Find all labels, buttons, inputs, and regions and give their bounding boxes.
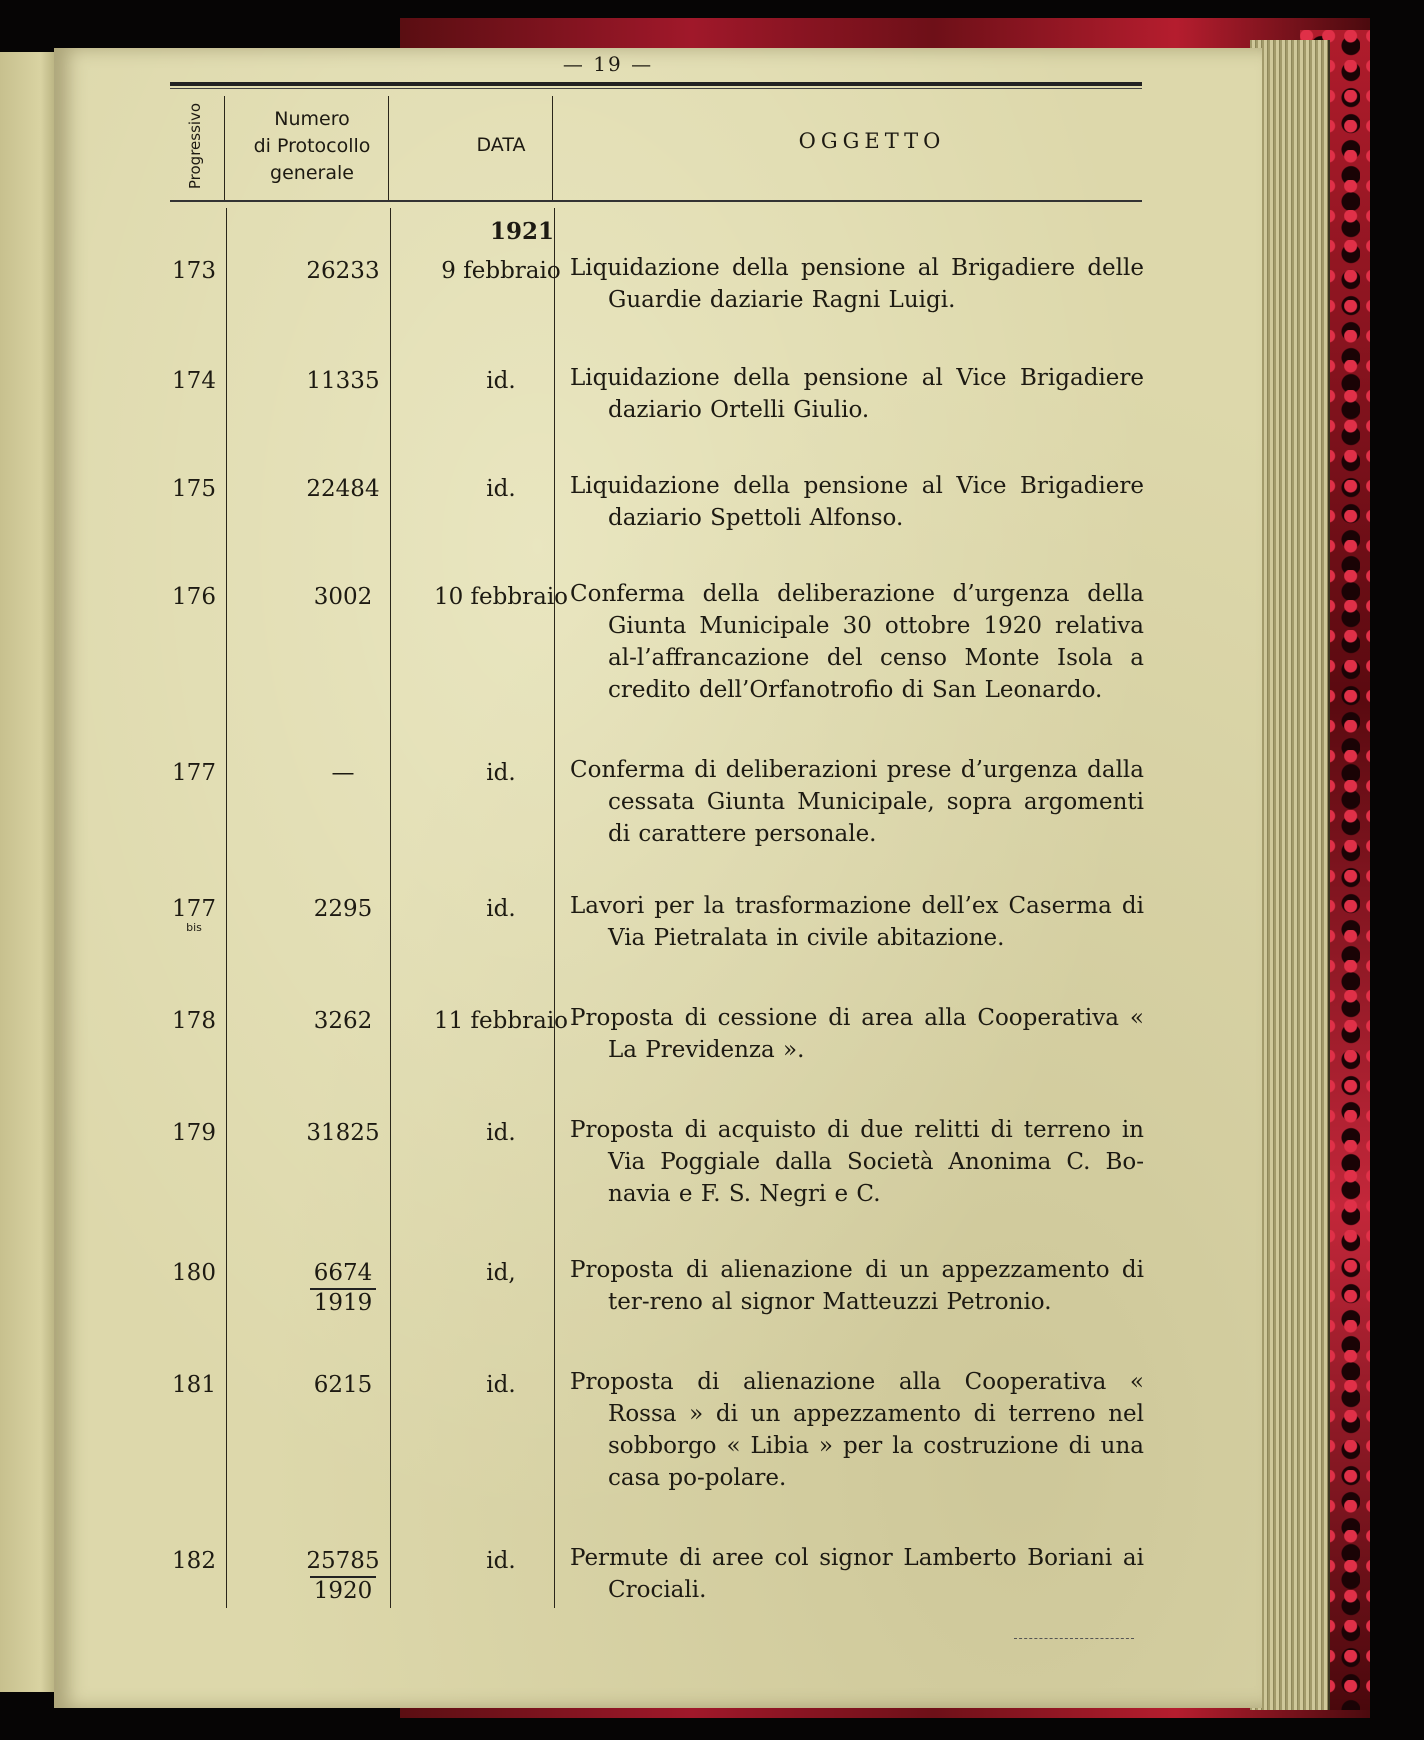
row-protocollo: 26233 bbox=[306, 258, 380, 284]
row-protocollo bbox=[268, 1548, 418, 1604]
row-oggetto: Permute di aree col signor Lamberto Boriani ai Crociali. bbox=[570, 1545, 1144, 1603]
row-progressivo: 175 bbox=[172, 476, 216, 502]
row-data: id. bbox=[486, 368, 516, 394]
row-oggetto: Lavori per la trasformazione dell’ex Caserma di Via Pietralata in civile abitazione. bbox=[570, 893, 1144, 951]
row-oggetto: Liquidazione della pensione al Vice Brigadiere daziario Spettoli Alfonso. bbox=[570, 473, 1144, 531]
table-end-dashes bbox=[1014, 1638, 1134, 1639]
header-top-rule bbox=[170, 82, 1142, 86]
row-progressivo bbox=[162, 896, 226, 934]
column-divider bbox=[224, 96, 225, 200]
column-divider bbox=[388, 96, 389, 200]
row-protocollo: 3002 bbox=[313, 584, 373, 610]
register-page bbox=[54, 48, 1262, 1708]
row-oggetto: Proposta di alienazione alla Cooperativa « Rossa » di un appezzamento di terreno nel sobborgo « Libia » per la costruzione di una casa po-polare. bbox=[570, 1369, 1144, 1491]
page-number: — 19 — bbox=[562, 52, 654, 76]
column-divider bbox=[552, 96, 553, 200]
row-protocollo: 3262 bbox=[313, 1008, 373, 1034]
facing-page-edge bbox=[0, 52, 58, 1692]
header-top-rule-thin bbox=[170, 88, 1142, 89]
row-progressivo: 174 bbox=[172, 368, 216, 394]
row-data: 9 febbraio bbox=[441, 258, 561, 284]
row-data: id. bbox=[486, 1120, 516, 1146]
row-data: id, bbox=[486, 1260, 516, 1286]
row-progressivo-bis: bis bbox=[186, 921, 202, 934]
row-oggetto: Conferma della deliberazione d’urgenza della Giunta Municipale 30 ottobre 1920 relativa al-l’affrancazione del censo Monte Isola a credito dell’Orfanotrofio di San Leonardo. bbox=[570, 581, 1144, 703]
row-progressivo: 179 bbox=[172, 1120, 216, 1146]
row-oggetto: Liquidazione della pensione al Brigadiere delle Guardie daziarie Ragni Luigi. bbox=[570, 255, 1144, 313]
header-data: DATA bbox=[476, 134, 526, 156]
row-data: id. bbox=[486, 760, 516, 786]
row-protocollo: 22484 bbox=[306, 476, 380, 502]
row-progressivo: 173 bbox=[172, 258, 216, 284]
year-heading: 1921 bbox=[489, 218, 554, 245]
row-protocollo: 11335 bbox=[306, 368, 380, 394]
row-protocollo: 31825 bbox=[306, 1120, 380, 1146]
row-progressivo: 177 bbox=[172, 760, 216, 786]
row-protocollo bbox=[268, 1260, 418, 1316]
header-numero-line3: generale bbox=[270, 162, 354, 184]
row-data: id. bbox=[486, 1548, 516, 1574]
header-numero-line2: di Protocollo bbox=[253, 135, 371, 157]
row-protocollo-number: 6674 bbox=[313, 1260, 373, 1286]
column-divider bbox=[226, 208, 227, 1608]
row-oggetto: Conferma di deliberazioni prese d’urgenza dalla cessata Giunta Municipale, sopra argomenti di carattere personale. bbox=[570, 757, 1144, 847]
row-progressivo-number: 177 bbox=[172, 896, 216, 922]
row-progressivo: 180 bbox=[172, 1260, 216, 1286]
row-protocollo: — bbox=[331, 760, 355, 786]
row-oggetto: Proposta di alienazione di un appezzamento di ter-reno al signor Matteuzzi Petronio. bbox=[570, 1257, 1144, 1315]
header-oggetto: OGGETTO bbox=[798, 129, 946, 153]
header-progressivo bbox=[170, 94, 220, 198]
header-bottom-rule bbox=[170, 200, 1142, 202]
row-progressivo: 181 bbox=[172, 1372, 216, 1398]
row-oggetto: Proposta di cessione di area alla Cooperativa « La Previdenza ». bbox=[570, 1005, 1144, 1063]
row-protocollo-year: 1919 bbox=[310, 1288, 377, 1316]
header-numero-line1: Numero bbox=[274, 108, 350, 130]
row-data: 11 febbraio bbox=[433, 1008, 569, 1034]
header-numero bbox=[224, 106, 400, 187]
row-data: id. bbox=[486, 896, 516, 922]
row-data: id. bbox=[486, 476, 516, 502]
row-protocollo-number: 25785 bbox=[306, 1548, 380, 1574]
row-data: id. bbox=[486, 1372, 516, 1398]
header-progressivo-label: Progressivo bbox=[186, 102, 204, 190]
row-data: 10 febbraio bbox=[433, 584, 569, 610]
row-progressivo: 176 bbox=[172, 584, 216, 610]
row-oggetto: Liquidazione della pensione al Vice Brigadiere daziario Ortelli Giulio. bbox=[570, 365, 1144, 423]
row-oggetto: Proposta di acquisto di due relitti di terreno in Via Poggiale dalla Società Anonima C. Bo-navia e F. S. Negri e C. bbox=[570, 1117, 1144, 1207]
row-protocollo: 2295 bbox=[313, 896, 373, 922]
row-progressivo: 182 bbox=[172, 1548, 216, 1574]
row-protocollo: 6215 bbox=[313, 1372, 373, 1398]
page-stack-edge bbox=[1250, 40, 1330, 1710]
row-protocollo-year: 1920 bbox=[310, 1576, 377, 1604]
row-progressivo: 178 bbox=[172, 1008, 216, 1034]
